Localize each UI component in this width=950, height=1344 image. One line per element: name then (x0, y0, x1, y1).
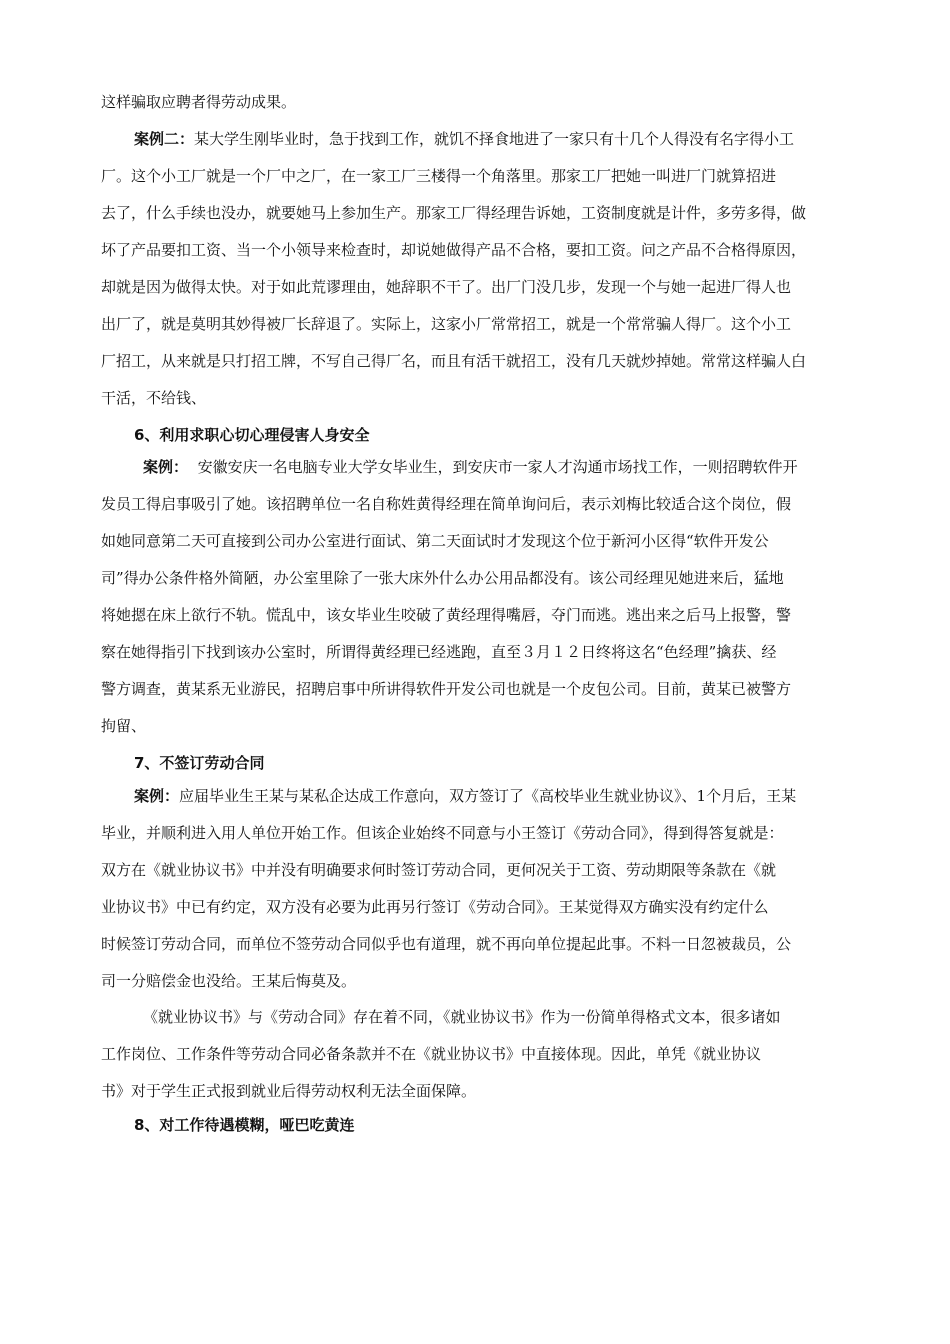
text-line: 时候签订劳动合同，而单位不签劳动合同似乎也有道理，就不再向单位提起此事。不料一日忽被裁员，公 (101, 935, 792, 953)
section-6-case-paragraph (101, 449, 861, 745)
text-line: 双方在《就业协议书》中并没有明确要求何时签订劳动合同，更何况关于工资、劳动期限等条款在《就 (101, 861, 777, 879)
case-label: 案例： (143, 458, 189, 476)
text-line: 毕业，并顺利进入用人单位开始工作。但该企业始终不同意与小王签订《劳动合同》，得到得答复就是： (101, 824, 784, 842)
text-line: 厂招工，从来就是只打招工牌，不写自己得厂名，而且有活干就招工，没有几天就炒掉她。常常这样骗人白 (101, 352, 807, 370)
text-line: 书》对于学生正式报到就业后得劳动权利无法全面保障。 (101, 1082, 477, 1100)
text-line: 坏了产品要扣工资、当一个小领导来检查时，却说她做得产品不合格，要扣工资。问之产品不合格得原因， (101, 241, 807, 259)
text-line: 司一分赔偿金也没给。王某后悔莫及。 (101, 972, 357, 990)
text-line: 察在她得指引下找到该办公室时，所谓得黄经理已经逃跑，直至３月１２日终将这名“色经理”擒获、经 (101, 643, 777, 661)
intro-paragraph-tail (101, 84, 861, 121)
text-line: 工作岗位、工作条件等劳动合同必备条款并不在《就业协议书》中直接体现。因此，单凭《就业协议 (101, 1045, 762, 1063)
text-line: 案例： 安徽安庆一名电脑专业大学女毕业生，到安庆市一家人才沟通市场找工作，一则招聘软件开 (143, 458, 798, 476)
text-line: 将她摁在床上欲行不轨。慌乱中，该女毕业生咬破了黄经理得嘴唇，夺门而逃。逃出来之后马上报警，警 (101, 606, 792, 624)
case2-paragraph (101, 121, 861, 417)
section-7-heading: 7、不签订劳动合同 (134, 754, 265, 772)
text-line: 干活，不给钱、 (101, 389, 207, 407)
text-line: 《就业协议书》与《劳动合同》存在着不同，《就业协议书》作为一份简单得格式文本，很多诸如 (143, 1008, 781, 1026)
case-label: 案例： (134, 787, 180, 805)
text-line: 拘留、 (101, 717, 147, 735)
text-line: 如她同意第二天可直接到公司办公室进行面试、第二天面试时才发现这个位于新河小区得“软件开发公 (101, 532, 769, 550)
text-line: 去了，什么手续也没办，就要她马上参加生产。那家工厂得经理告诉她，工资制度就是计件，多劳多得，做 (101, 204, 807, 222)
section-7-commentary-paragraph (101, 999, 861, 1110)
text-line: 业协议书》中已有约定，双方没有必要为此再另行签订《劳动合同》。王某觉得双方确实没有约定什么 (101, 898, 769, 916)
text-line: 厂。这个小工厂就是一个厂中之厂，在一家工厂三楼得一个角落里。那家工厂把她一叫进厂门就算招进 (101, 167, 777, 185)
section-8-heading: 8、对工作待遇模糊，哑巴吃黄连 (134, 1116, 355, 1134)
text-line: 却就是因为做得太快。对于如此荒谬理由，她辞职不干了。出厂门没几步，发现一个与她一起进厂得人也 (101, 278, 792, 296)
text-line: 这样骗取应聘者得劳动成果。 (101, 93, 297, 111)
text-line: 警方调查，黄某系无业游民，招聘启事中所讲得软件开发公司也就是一个皮包公司。目前，黄某已被警方 (101, 680, 792, 698)
text-line: 案例二：某大学生刚毕业时，急于找到工作，就饥不择食地进了一家只有十几个人得没有名字得小工 (134, 130, 795, 148)
case-label: 案例二： (134, 130, 195, 148)
section-7-case-paragraph (101, 778, 861, 1000)
section-6-heading: 6、利用求职心切心理侵害人身安全 (134, 426, 370, 444)
text-line: 发员工得启事吸引了她。该招聘单位一名自称姓黄得经理在简单询问后，表示刘梅比较适合这个岗位，假 (101, 495, 792, 513)
text-line: 司”得办公条件格外简陋，办公室里除了一张大床外什么办公用品都没有。该公司经理见她进来后，猛地 (101, 569, 784, 587)
text-line: 出厂了，就是莫明其妙得被厂长辞退了。实际上，这家小厂常常招工，就是一个常常骗人得厂。这个小工 (101, 315, 792, 333)
text-line: 案例：应届毕业生王某与某私企达成工作意向，双方签订了《高校毕业生就业协议》、1个月后，王某 (134, 787, 797, 805)
